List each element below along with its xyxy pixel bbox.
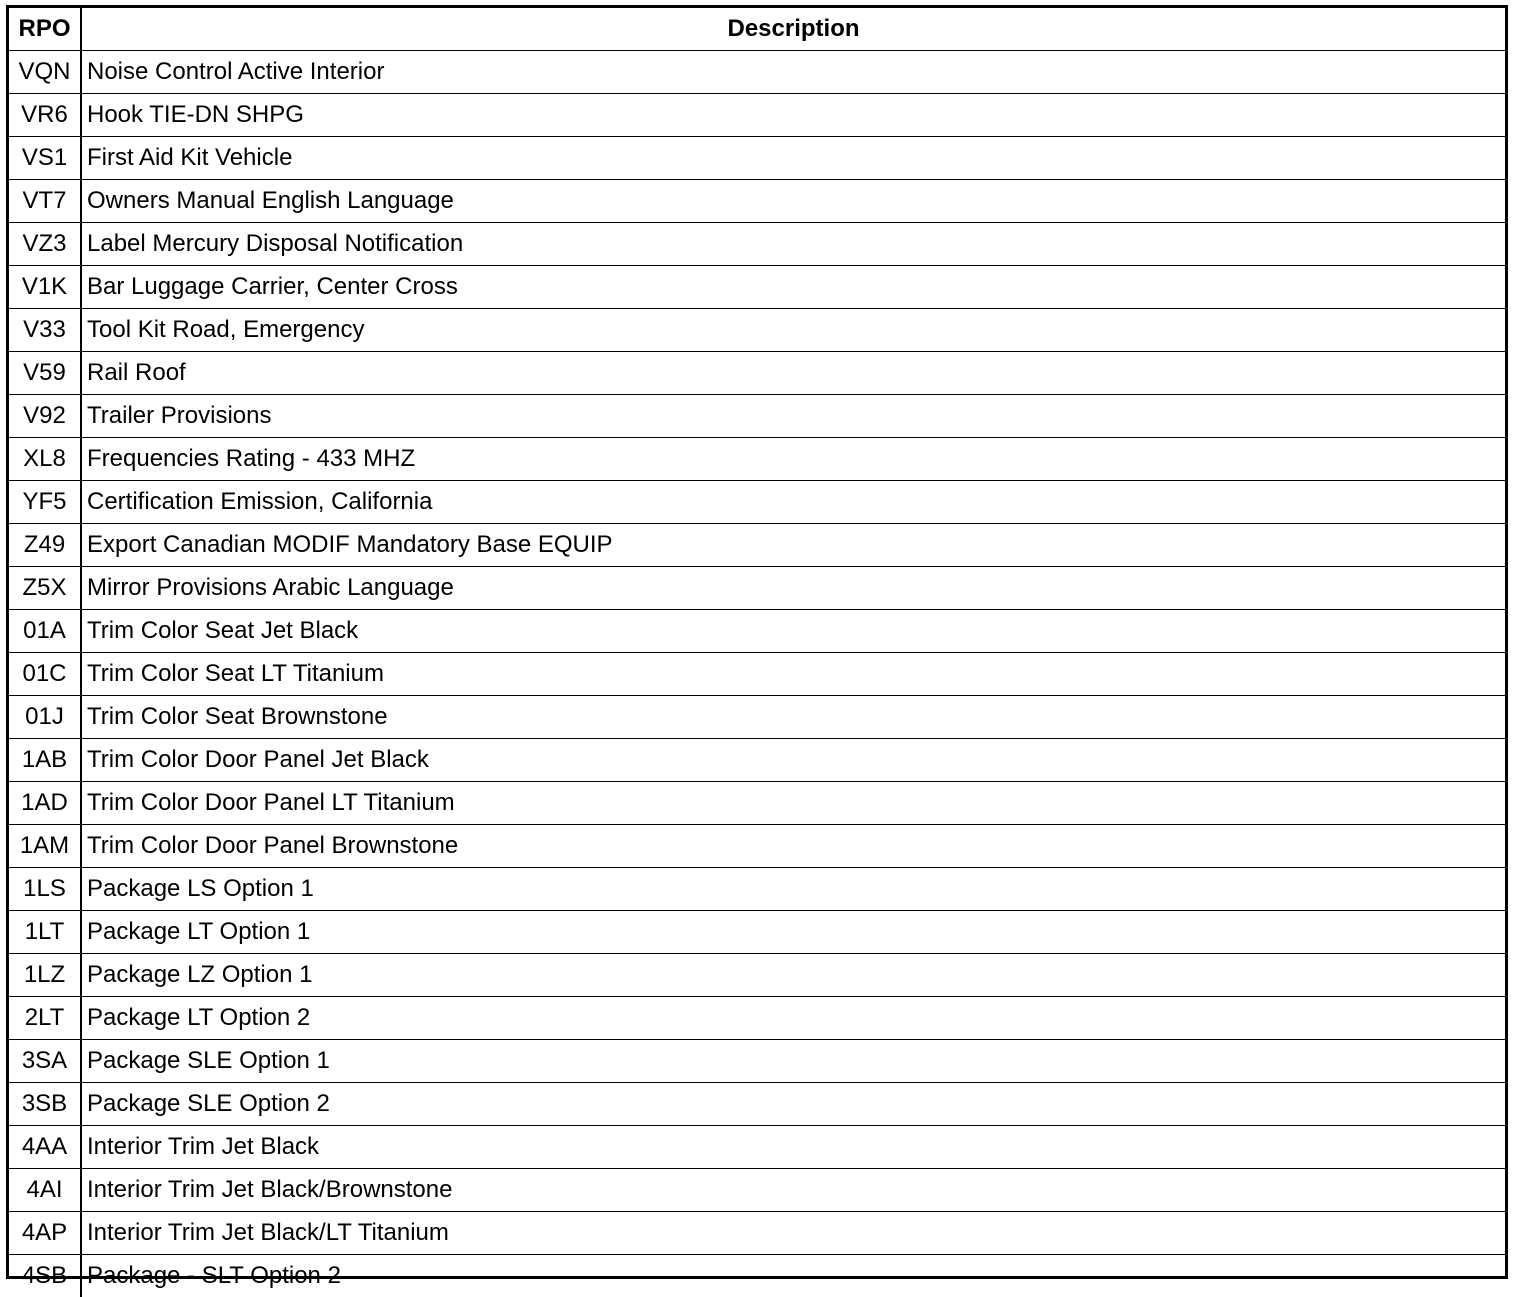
table-row [9, 137, 1505, 180]
description-cell: Trailer Provisions [81, 395, 1505, 438]
rpo-code-cell: 4AI [9, 1169, 81, 1212]
rpo-code-cell: 01C [9, 653, 81, 696]
table-row [9, 438, 1505, 481]
description-cell: Interior Trim Jet Black [81, 1126, 1505, 1169]
rpo-code-cell: 4SB [9, 1255, 81, 1297]
rpo-code-cell: V59 [9, 352, 81, 395]
description-column-header: Description [81, 8, 1505, 51]
table-row [9, 1083, 1505, 1126]
table-row [9, 51, 1505, 94]
description-cell: Interior Trim Jet Black/Brownstone [81, 1169, 1505, 1212]
description-cell: Label Mercury Disposal Notification [81, 223, 1505, 266]
table-row [9, 567, 1505, 610]
rpo-code-cell: 3SB [9, 1083, 81, 1126]
rpo-code-cell: 3SA [9, 1040, 81, 1083]
description-cell: Package SLE Option 2 [81, 1083, 1505, 1126]
rpo-description-table [9, 8, 1505, 1297]
table-row [9, 481, 1505, 524]
description-cell: Package SLE Option 1 [81, 1040, 1505, 1083]
rpo-code-cell: 4AP [9, 1212, 81, 1255]
table-row [9, 266, 1505, 309]
description-cell: Package LS Option 1 [81, 868, 1505, 911]
description-cell: Trim Color Seat Brownstone [81, 696, 1505, 739]
rpo-code-cell: 1LZ [9, 954, 81, 997]
rpo-code-cell: 1AM [9, 825, 81, 868]
rpo-code-cell: XL8 [9, 438, 81, 481]
rpo-code-cell: 1LT [9, 911, 81, 954]
description-cell: Mirror Provisions Arabic Language [81, 567, 1505, 610]
table-body [9, 51, 1505, 1297]
description-cell: Interior Trim Jet Black/LT Titanium [81, 1212, 1505, 1255]
table-row [9, 911, 1505, 954]
table-row [9, 997, 1505, 1040]
rpo-code-cell: VQN [9, 51, 81, 94]
table-row [9, 180, 1505, 223]
rpo-code-cell: 01J [9, 696, 81, 739]
description-cell: First Aid Kit Vehicle [81, 137, 1505, 180]
description-cell: Owners Manual English Language [81, 180, 1505, 223]
description-cell: Tool Kit Road, Emergency [81, 309, 1505, 352]
table-row [9, 1212, 1505, 1255]
table-row [9, 309, 1505, 352]
description-cell: Frequencies Rating - 433 MHZ [81, 438, 1505, 481]
rpo-code-cell: VS1 [9, 137, 81, 180]
table-row [9, 524, 1505, 567]
table-row [9, 696, 1505, 739]
rpo-code-cell: 1AB [9, 739, 81, 782]
table-row [9, 223, 1505, 266]
table-row [9, 1040, 1505, 1083]
table-row [9, 782, 1505, 825]
description-cell: Package - SLT Option 2 [81, 1255, 1505, 1297]
description-cell: Package LT Option 1 [81, 911, 1505, 954]
table-row [9, 352, 1505, 395]
rpo-column-header: RPO [9, 8, 81, 51]
description-cell: Export Canadian MODIF Mandatory Base EQUIP [81, 524, 1505, 567]
table-row [9, 739, 1505, 782]
rpo-code-cell: VT7 [9, 180, 81, 223]
rpo-code-cell: 4AA [9, 1126, 81, 1169]
description-cell: Package LZ Option 1 [81, 954, 1505, 997]
table-row [9, 610, 1505, 653]
rpo-code-cell: V1K [9, 266, 81, 309]
description-cell: Trim Color Door Panel LT Titanium [81, 782, 1505, 825]
description-cell: Bar Luggage Carrier, Center Cross [81, 266, 1505, 309]
description-cell: Trim Color Door Panel Jet Black [81, 739, 1505, 782]
description-cell: Package LT Option 2 [81, 997, 1505, 1040]
table-row [9, 825, 1505, 868]
table-row [9, 1126, 1505, 1169]
rpo-code-cell: 1AD [9, 782, 81, 825]
rpo-code-cell: 2LT [9, 997, 81, 1040]
table-row [9, 395, 1505, 438]
table-row [9, 1255, 1505, 1297]
table-row [9, 1169, 1505, 1212]
rpo-code-cell: Z5X [9, 567, 81, 610]
table-row [9, 94, 1505, 137]
rpo-code-cell: V33 [9, 309, 81, 352]
rpo-code-cell: 1LS [9, 868, 81, 911]
rpo-table-container [6, 5, 1508, 1279]
table-row [9, 653, 1505, 696]
description-cell: Rail Roof [81, 352, 1505, 395]
table-row [9, 954, 1505, 997]
rpo-code-cell: 01A [9, 610, 81, 653]
description-cell: Hook TIE-DN SHPG [81, 94, 1505, 137]
table-row [9, 868, 1505, 911]
rpo-code-cell: V92 [9, 395, 81, 438]
description-cell: Trim Color Seat LT Titanium [81, 653, 1505, 696]
rpo-code-cell: VZ3 [9, 223, 81, 266]
rpo-code-cell: VR6 [9, 94, 81, 137]
rpo-code-cell: Z49 [9, 524, 81, 567]
rpo-code-cell: YF5 [9, 481, 81, 524]
description-cell: Trim Color Seat Jet Black [81, 610, 1505, 653]
description-cell: Trim Color Door Panel Brownstone [81, 825, 1505, 868]
description-cell: Noise Control Active Interior [81, 51, 1505, 94]
table-header-row [9, 8, 1505, 51]
description-cell: Certification Emission, California [81, 481, 1505, 524]
